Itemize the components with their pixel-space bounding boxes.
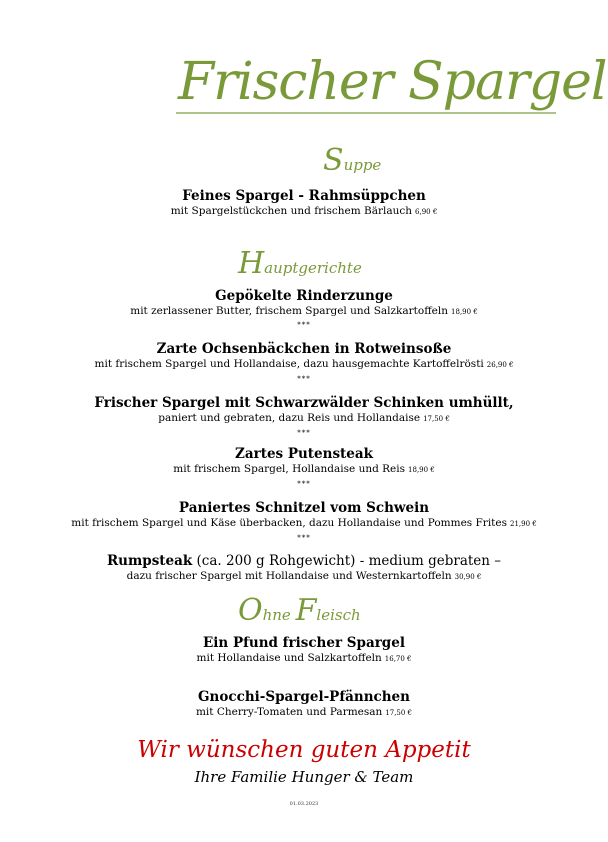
dish-description	[0, 462, 608, 477]
section-cap: O	[238, 593, 263, 628]
dish-name: Ein Pfund frischer Spargel	[203, 635, 405, 651]
dish-name: Zarte Ochsenbäckchen in Rotweinsoße	[156, 341, 452, 357]
dish-name-main: Rumpsteak	[106, 553, 193, 569]
dish-item	[0, 635, 608, 666]
separator: ***	[297, 480, 311, 488]
separator: ***	[297, 375, 311, 383]
dish-desc-text: dazu frischer Spargel mit Hollandaise und Westernkartoffeln	[126, 570, 452, 582]
dish-description	[0, 705, 608, 720]
dish-description	[0, 304, 608, 319]
greeting-text: Wir wünschen guten Appetit	[137, 737, 471, 763]
dish-price: 26,90 €	[486, 361, 514, 369]
dish-item	[0, 341, 608, 372]
dish-desc-text: mit frischem Spargel und Käse überbacken, dazu Hollandaise und Pommes Frites	[71, 517, 507, 529]
section-heading-suppe	[323, 143, 382, 178]
dish-description	[0, 411, 608, 426]
dish-item	[0, 446, 608, 477]
dish-item	[0, 288, 608, 319]
dish-item	[0, 395, 608, 426]
dish-name	[0, 553, 608, 569]
dish-price: 18,90 €	[451, 308, 478, 316]
dish-desc-text: mit Hollandaise und Salzkartoffeln	[196, 652, 382, 664]
dish-name: Frischer Spargel mit Schwarzwälder Schinken umhüllt,	[94, 395, 514, 411]
dish-desc-text: mit zerlassener Butter, frischem Spargel und Salzkartoffeln	[130, 305, 449, 317]
section-rest: hne	[262, 606, 296, 624]
section-cap: S	[323, 143, 344, 178]
dish-price: 18,90 €	[408, 466, 435, 474]
menu-title: Frischer Spargel	[178, 52, 607, 112]
dish-price: 17,50 €	[423, 415, 450, 423]
dish-description	[0, 651, 608, 666]
separator: ***	[297, 534, 311, 542]
section-cap: F	[295, 593, 317, 628]
dish-name: Feines Spargel - Rahmsüppchen	[182, 188, 426, 204]
dish-name: Paniertes Schnitzel vom Schwein	[178, 500, 430, 516]
section-rest: auptgerichte	[264, 259, 362, 277]
dish-name: Gnocchi-Spargel-Pfännchen	[198, 689, 410, 705]
dish-price: 16,70 €	[384, 655, 412, 663]
dish-name: Gepökelte Rinderzunge	[215, 288, 393, 304]
dish-desc-text: mit frischem Spargel und Hollandaise, dazu hausgemachte Kartoffelrösti	[94, 358, 484, 370]
dish-description	[0, 204, 608, 219]
dish-price: 21,90 €	[510, 520, 537, 528]
section-heading-ohne-fleisch	[238, 593, 361, 628]
section-heading-hauptgerichte	[238, 246, 362, 281]
dish-name-extra: (ca. 200 g Rohgewicht) - medium gebraten –	[192, 553, 502, 569]
dish-item	[0, 500, 608, 531]
footnote-date: 01.03.2023	[289, 801, 319, 807]
dish-price: 6,90 €	[415, 208, 438, 216]
dish-item	[0, 689, 608, 720]
title-swash	[176, 112, 556, 114]
section-cap: H	[238, 246, 265, 281]
dish-description	[0, 569, 608, 584]
dish-desc-text: paniert und gebraten, dazu Reis und Hollandaise	[158, 412, 421, 424]
dish-name: Zartes Putensteak	[235, 446, 373, 462]
signature-text: Ihre Familie Hunger & Team	[194, 768, 414, 786]
section-rest: uppe	[343, 156, 382, 174]
dish-item	[0, 553, 608, 584]
separator: ***	[297, 429, 311, 437]
dish-desc-text: mit frischem Spargel, Hollandaise und Reis	[173, 463, 406, 475]
dish-description	[0, 357, 608, 372]
dish-description	[0, 516, 608, 531]
dish-desc-text: mit Spargelstückchen und frischem Bärlauch	[170, 205, 413, 217]
dish-price: 30,90 €	[454, 573, 482, 581]
dish-item	[0, 188, 608, 219]
dish-desc-text: mit Cherry-Tomaten und Parmesan	[195, 706, 383, 718]
dish-price: 17,50 €	[385, 709, 413, 717]
section-rest: leisch	[316, 606, 361, 624]
separator: ***	[297, 321, 311, 329]
